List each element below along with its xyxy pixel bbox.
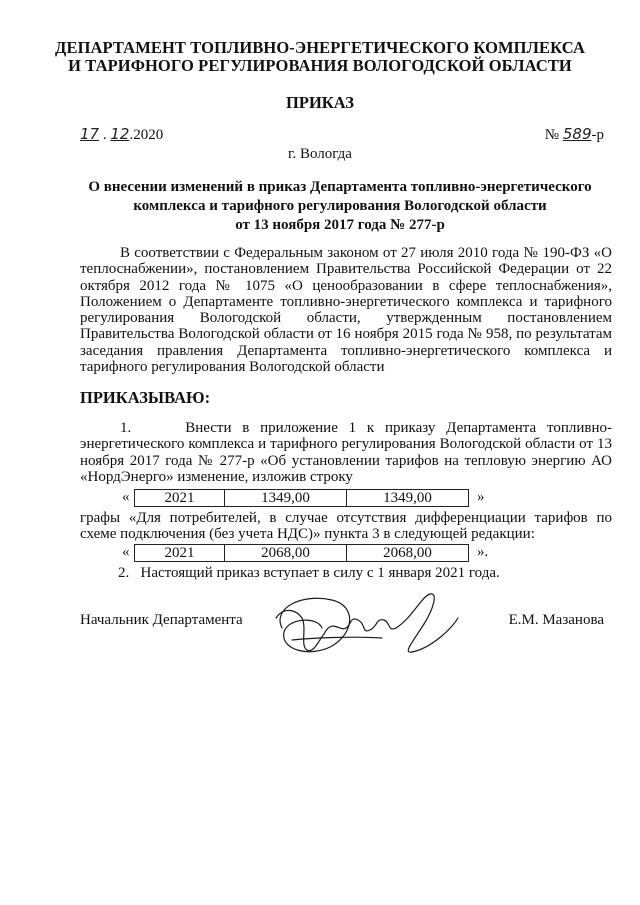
- number-sign: №: [544, 127, 560, 143]
- preamble-paragraph: В соответствии с Федеральным законом от 27 июля 2010 года № 190-ФЗ «О теплоснабжении», постановлением Правительства Российской Федерации от 22 октября 2012 года № 1075 «О ценообразовании в сфере теплоснабжения», Положением о Департаменте топливно-энергетического комплекса и тарифного регулирования Вологодской области, утвержденным постановлением Правительства Вологодской области от 16 ноября 2015 года № 958, по результатам заседания правления Департамента топливно-энергетического комплекса и тарифного регулирования Вологодской области: [80, 245, 612, 376]
- subject-line1: О внесении изменений в приказ Департамента топливно-энергетического: [88, 179, 592, 195]
- handwritten-month: 12: [110, 125, 130, 143]
- order-subject: [80, 178, 600, 235]
- subject-line2: комплекса и тарифного регулирования Вологодской области: [133, 198, 547, 214]
- handwritten-day: 17: [80, 125, 100, 143]
- item-2-text: 2. Настоящий приказ вступает в силу с 1 января 2021 года.: [118, 565, 500, 581]
- handwritten-signature-icon: [262, 588, 462, 660]
- row-open-quote: «: [122, 544, 130, 560]
- order-date: [80, 125, 163, 144]
- row-year-cell: 2021: [134, 489, 225, 507]
- handwritten-number: 589: [562, 125, 592, 143]
- row-tariff-cell-2: 1349,00: [346, 489, 469, 507]
- date-separator: .: [102, 127, 107, 143]
- city: г. Вологда: [288, 146, 352, 162]
- tariff-row-old: [80, 489, 612, 507]
- signer-name: Е.М. Мазанова: [508, 612, 604, 628]
- date-year: .2020: [129, 127, 164, 143]
- row-close-quote: ».: [477, 544, 489, 560]
- order-number: [545, 125, 604, 144]
- tariff-row-new: [80, 544, 612, 562]
- department-name-line2: И ТАРИФНОГО РЕГУЛИРОВАНИЯ ВОЛОГОДСКОЙ ОБЛАСТИ: [68, 56, 572, 75]
- row-close-quote: »: [477, 489, 485, 505]
- row-year-cell: 2021: [134, 544, 225, 562]
- department-name-line1: ДЕПАРТАМЕНТ ТОПЛИВНО-ЭНЕРГЕТИЧЕСКОГО КОМПЛЕКСА: [55, 38, 585, 57]
- item-1-text: 1. Внести в приложение 1 к приказу Департамента топливно-энергетического комплекса и тарифного регулирования Вологодской области от 13 ноября 2017 года № 277-р «Об установлении тарифов на тепловую энергию АО «НордЭнерго» изменение, изложив строку: [80, 420, 612, 485]
- row-tariff-cell-1: 1349,00: [224, 489, 347, 507]
- row-tariff-cell-2: 2068,00: [346, 544, 469, 562]
- signer-title: Начальник Департамента: [80, 612, 243, 628]
- row-tariff-cell-1: 2068,00: [224, 544, 347, 562]
- subject-line3: от 13 ноября 2017 года № 277-р: [235, 217, 445, 233]
- document-type: ПРИКАЗ: [286, 93, 354, 112]
- order-heading: ПРИКАЗЫВАЮ:: [80, 388, 211, 407]
- item-1-mid-text: графы «Для потребителей, в случае отсутствия дифференциации тарифов по схеме подключения (без учета НДС)» пункта 3 в следующей редакции:: [80, 510, 612, 543]
- row-open-quote: «: [122, 489, 130, 505]
- number-suffix: -р: [591, 127, 604, 143]
